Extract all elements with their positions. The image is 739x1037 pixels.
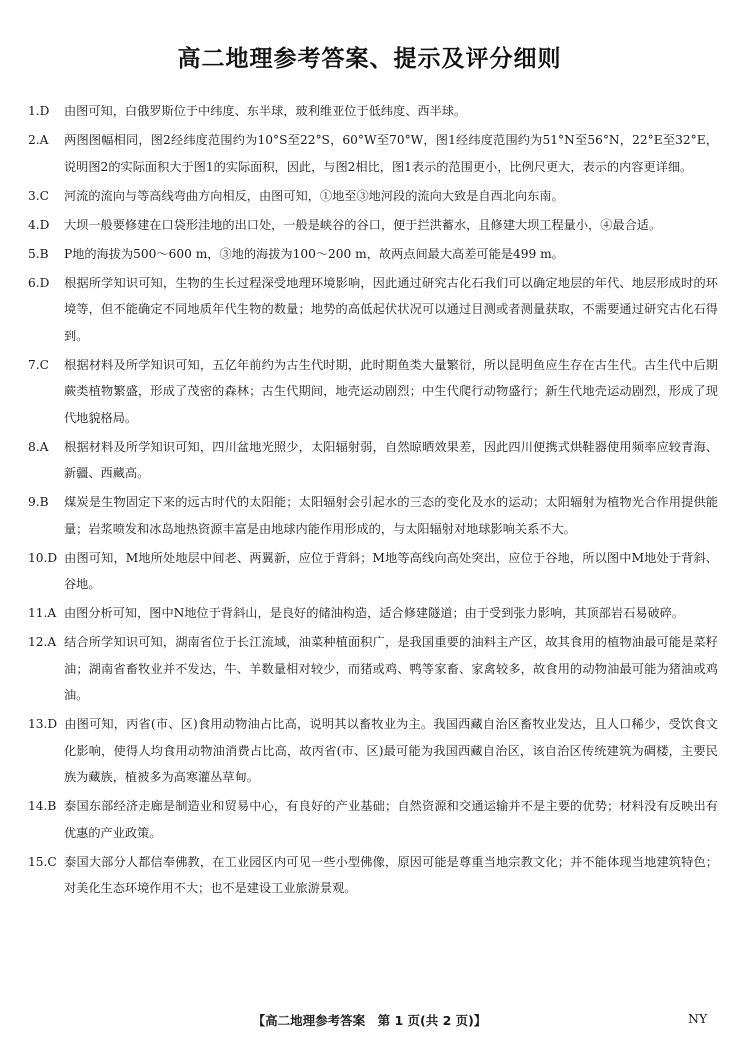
answer-number: 13.D <box>28 717 58 731</box>
answer-list <box>28 98 718 904</box>
answer-item <box>28 489 718 542</box>
answer-item <box>28 629 718 709</box>
answer-number: 15.C <box>28 854 57 869</box>
answer-item <box>28 434 718 487</box>
answer-item <box>28 545 718 598</box>
answer-number: 11.A <box>28 606 57 620</box>
answer-explanation: 由图可知，丙省(市、区)食用动物油占比高，说明其以畜牧业为主。我国西藏自治区畜牧业发达，且人口稀少，受饮食文化影响，使得人均食用动物油消费占比高，故丙省(市、区)最可能为我国西藏自治区，该自治区传统建筑为碉楼，主要民族为藏族，植被多为高寒灌丛草甸。 <box>64 717 718 784</box>
answer-explanation: 结合所学知识可知，湖南省位于长江流域，油菜种植面积广，是我国重要的油料主产区，故其食用的植物油最可能是菜籽油；湖南省畜牧业并不发达，牛、羊数量相对较少，而猪或鸡、鸭等家畜、家禽较多，故食用的动物油最可能为猪油或鸡油。 <box>64 635 718 702</box>
answer-item <box>28 127 718 180</box>
answer-explanation: P地的海拔为500～600 m，③地的海拔为100～200 m，故两点间最大高差可能是499 m。 <box>64 246 564 261</box>
answer-item <box>28 600 718 627</box>
answer-item <box>28 793 718 846</box>
answer-explanation: 两图图幅相同，图2经纬度范围约为10°S至22°S，60°W至70°W，图1经纬度范围约为51°N至56°N，22°E至32°E，说明图2的实际面积大于图1的实际面积，因此，与图2相比，图1表示的范围更小，比例尺更大，表示的内容更详细。 <box>64 133 718 174</box>
answer-item <box>28 241 718 268</box>
answer-explanation: 煤炭是生物固定下来的远古时代的太阳能；太阳辐射会引起水的三态的变化及水的运动；太阳辐射为植物光合作用提供能量；岩浆喷发和冰岛地热资源丰富是由地球内能作用形成的，与太阳辐射对地球影响关系不大。 <box>64 495 718 536</box>
answer-number: 2.A <box>28 133 49 147</box>
answer-item <box>28 270 718 350</box>
answer-number: 5.B <box>28 246 49 261</box>
answer-number: 14.B <box>28 799 57 813</box>
page-footer-code: NY <box>688 1011 708 1026</box>
answer-number: 3.C <box>28 188 49 203</box>
answer-explanation: 根据材料及所学知识可知，四川盆地光照少，太阳辐射弱，自然晾晒效果差，因此四川便携式烘鞋器使用频率应较青海、新疆、西藏高。 <box>64 439 718 480</box>
answer-explanation: 由图可知，白俄罗斯位于中纬度、东半球，玻利维亚位于低纬度、西半球。 <box>64 104 467 118</box>
answer-item <box>28 849 718 902</box>
page-title: 高二地理参考答案、提示及评分细则 <box>177 46 562 72</box>
answer-number: 4.D <box>28 217 50 232</box>
answer-number: 9.B <box>28 495 49 509</box>
answer-number: 7.C <box>28 357 49 372</box>
answer-explanation: 根据材料及所学知识可知，五亿年前约为古生代时期，此时期鱼类大量繁衍，所以昆明鱼应生存在古生代。古生代中后期蕨类植物繁盛，形成了茂密的森林；古生代期间，地壳运动剧烈；中生代爬行动物盛行；新生代地壳运动剧烈，形成了现代地貌格局。 <box>64 357 718 425</box>
answer-item <box>28 212 718 239</box>
answer-number: 12.A <box>28 635 57 649</box>
answer-number: 1.D <box>28 104 50 118</box>
answer-explanation: 大坝一般要修建在口袋形洼地的出口处，一般是峡谷的谷口，便于拦洪蓄水，且修建大坝工程量小，④最合适。 <box>64 217 662 232</box>
answer-item <box>28 98 718 125</box>
page-footer-label: 【高二地理参考答案 第 1 页(共 2 页)】 <box>252 1013 487 1028</box>
answer-explanation: 泰国东部经济走廊是制造业和贸易中心，有良好的产业基础；自然资源和交通运输并不是主要的优势；材料没有反映出有优惠的产业政策。 <box>64 799 718 840</box>
answer-explanation: 由图分析可知，图中N地位于背斜山，是良好的储油构造，适合修建隧道；由于受到张力影响，其顶部岩石易破碎。 <box>64 606 685 620</box>
answer-number: 6.D <box>28 275 50 290</box>
answer-explanation: 根据所学知识可知，生物的生长过程深受地理环境影响，因此通过研究古化石我们可以确定地层的年代、地层形成时的环境等，但不能确定不同地质年代生物的数量；地势的高低起伏状况可以通过目测或者测量获取，不需要通过研究古化石得到。 <box>64 275 718 343</box>
answer-explanation: 河流的流向与等高线弯曲方向相反，由图可知，①地至③地河段的流向大致是自西北向东南。 <box>64 188 564 203</box>
answer-explanation: 泰国大部分人都信奉佛教，在工业园区内可见一些小型佛像，原因可能是尊重当地宗教文化；并不能体现当地建筑特色；对美化生态环境作用不大；也不是建设工业旅游景观。 <box>64 854 718 895</box>
answer-item <box>28 352 718 432</box>
answer-number: 8.A <box>28 439 49 454</box>
answer-item <box>28 183 718 210</box>
answer-number: 10.D <box>28 550 58 565</box>
answer-explanation: 由图可知，M地所处地层中间老、两翼新，应位于背斜；M地等高线向高处突出，应位于谷地，所以图中M地处于背斜、谷地。 <box>64 550 718 591</box>
answer-item <box>28 711 718 791</box>
